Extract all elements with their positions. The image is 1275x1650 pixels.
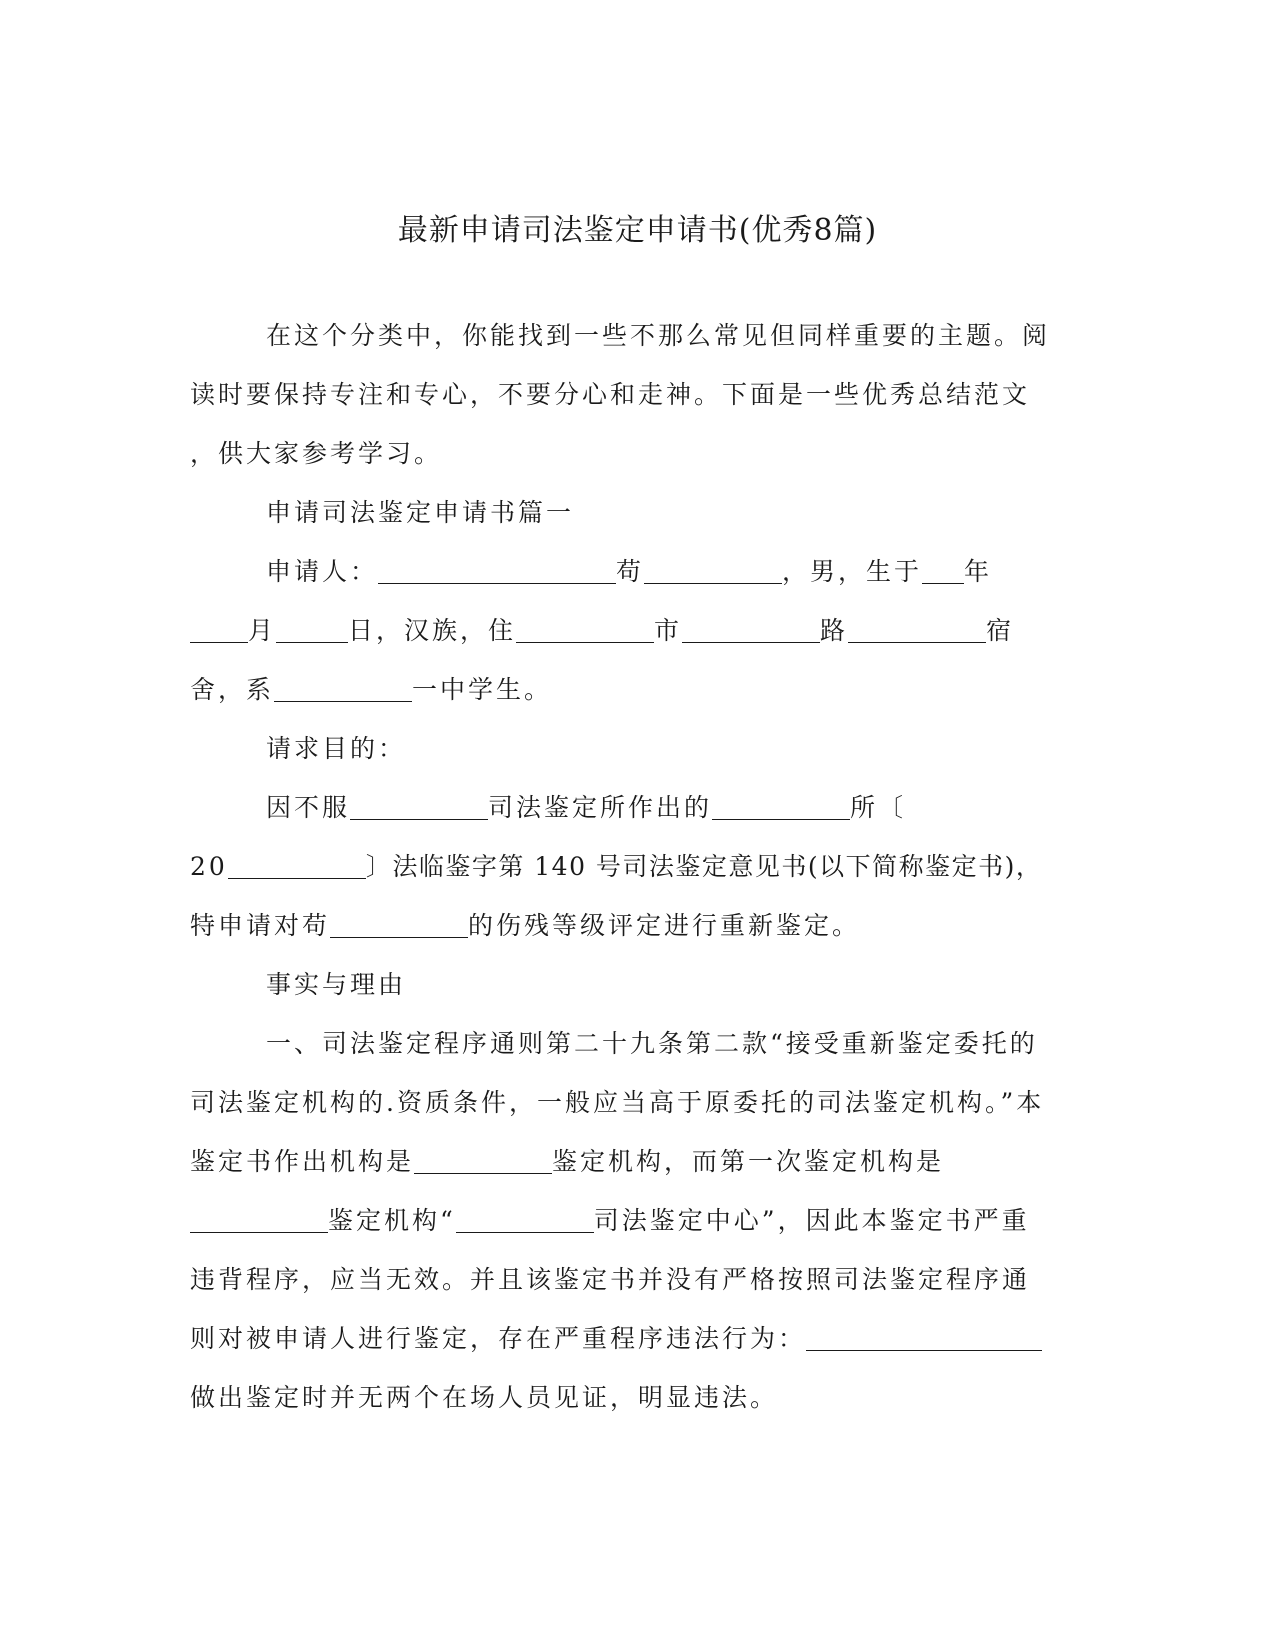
facts-line <box>190 1204 1030 1238</box>
blank-field <box>456 1206 594 1233</box>
blank-field <box>276 616 348 643</box>
label: 舍，系 <box>190 675 275 704</box>
label: 苟 <box>616 557 645 586</box>
label: 鉴定书作出机构是 <box>190 1147 415 1176</box>
label: 特申请对苟 <box>190 911 331 940</box>
blank-field <box>644 557 782 584</box>
blank-field <box>806 1324 1042 1351</box>
intro-line: 读时要保持专注和专心，不要分心和走神。下面是一些优秀总结范文 <box>190 380 1031 409</box>
facts-line: 违背程序，应当无效。并且该鉴定书并没有严格按照司法鉴定程序通 <box>190 1265 1031 1294</box>
label: 路 <box>820 616 849 645</box>
label: 20 <box>190 852 228 881</box>
label: 年 <box>964 557 993 586</box>
blank-field <box>228 852 366 879</box>
blank-field <box>274 675 412 702</box>
section-heading: 事实与理由 <box>266 970 407 999</box>
document-title: 最新申请司法鉴定申请书(优秀8篇) <box>397 213 878 248</box>
label: ，男，生于 <box>782 557 923 586</box>
blank-field <box>330 911 468 938</box>
blank-field <box>190 616 248 643</box>
blank-field <box>848 616 986 643</box>
label: 鉴定机构，而第一次鉴定机构是 <box>552 1147 945 1176</box>
blank-field <box>414 1147 552 1174</box>
facts-line <box>190 1145 944 1179</box>
label: 市 <box>654 616 683 645</box>
request-line <box>190 909 860 943</box>
applicant-line <box>190 614 1014 648</box>
label: 月 <box>248 616 277 645</box>
label: 〕法临鉴字第 140 号司法鉴定意见书(以下简称鉴定书)， <box>365 852 1043 881</box>
request-line <box>266 791 906 825</box>
blank-field <box>682 616 820 643</box>
label: 日，汉族，住 <box>348 616 517 645</box>
intro-line: 在这个分类中，你能找到一些不那么常见但同样重要的主题。阅 <box>266 321 1051 350</box>
label: 的伤残等级评定进行重新鉴定。 <box>468 911 861 940</box>
intro-line: ，供大家参考学习。 <box>190 439 443 468</box>
label: 所〔 <box>850 793 907 822</box>
blank-field <box>190 1206 328 1233</box>
label: 司法鉴定所作出的 <box>488 793 713 822</box>
label: 因不服 <box>266 793 351 822</box>
label: 则对被申请人进行鉴定，存在严重程序违法行为： <box>190 1324 807 1353</box>
facts-line <box>190 1322 1042 1356</box>
section-heading: 请求目的： <box>266 734 407 763</box>
blank-field <box>516 616 654 643</box>
applicant-line <box>190 673 552 707</box>
blank-field <box>378 557 616 584</box>
section-heading: 申请司法鉴定申请书篇一 <box>266 498 575 527</box>
blank-field <box>922 557 964 584</box>
facts-line: 一、司法鉴定程序通则第二十九条第二款“接受重新鉴定委托的 <box>266 1029 1038 1058</box>
blank-field <box>712 793 850 820</box>
label: 一中学生。 <box>412 675 553 704</box>
label: 司法鉴定中心”，因此本鉴定书严重 <box>593 1206 1030 1235</box>
request-line <box>190 850 1042 884</box>
blank-field <box>350 793 488 820</box>
facts-line: 司法鉴定机构的.资质条件，一般应当高于原委托的司法鉴定机构。”本 <box>190 1088 1045 1117</box>
applicant-line <box>266 555 992 589</box>
label: 宿 <box>986 616 1015 645</box>
label: 申请人： <box>266 557 379 586</box>
facts-line: 做出鉴定时并无两个在场人员见证，明显违法。 <box>190 1383 779 1412</box>
label: 鉴定机构“ <box>328 1206 456 1235</box>
